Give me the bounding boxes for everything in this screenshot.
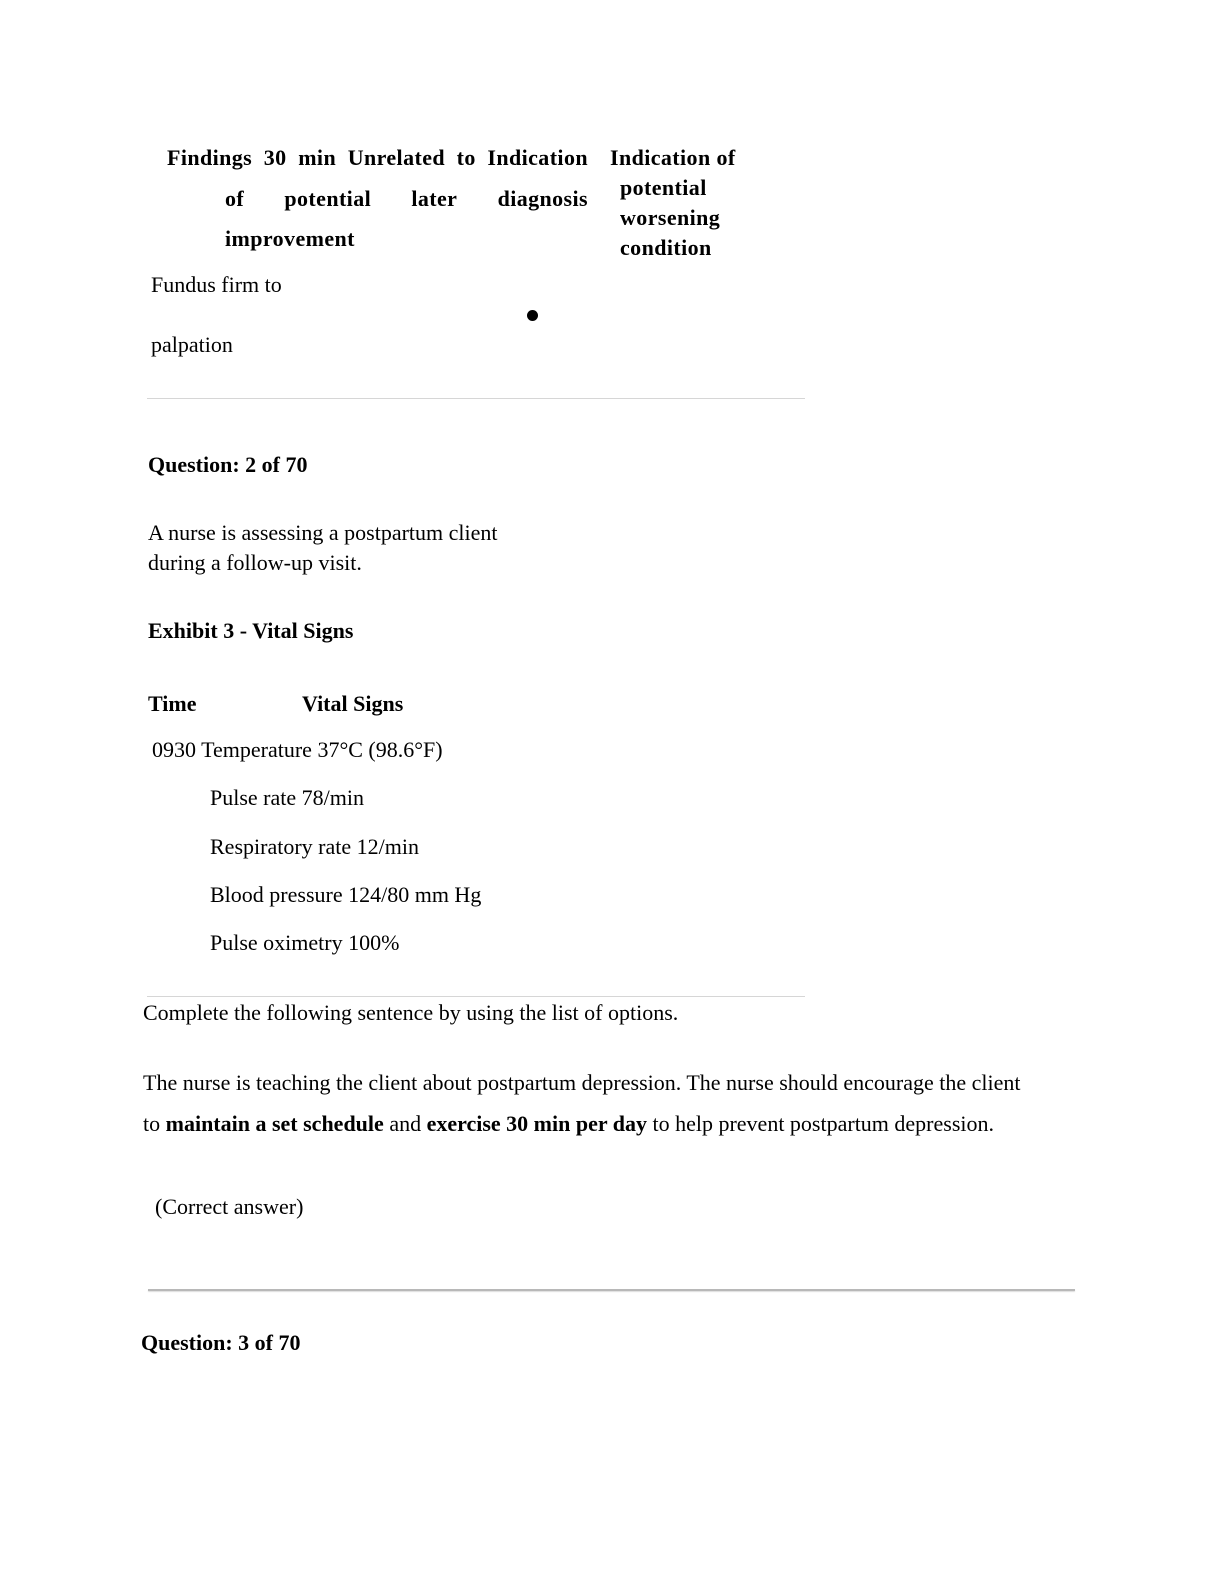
vitals-row-pulse-oximetry: Pulse oximetry 100% bbox=[210, 930, 400, 955]
header-word: diagnosis bbox=[497, 186, 588, 211]
column-header-time: Time bbox=[148, 691, 197, 716]
table-header-line-1 bbox=[167, 145, 588, 171]
correct-answer-label: (Correct answer) bbox=[155, 1194, 304, 1219]
vitals-row-blood-pressure: Blood pressure 124/80 mm Hg bbox=[210, 882, 482, 907]
table-header-line-2 bbox=[225, 186, 588, 212]
finding-label-line-2: palpation bbox=[151, 332, 233, 357]
header-word: Indication bbox=[487, 145, 588, 170]
vitals-row-respiratory: Respiratory rate 12/min bbox=[210, 834, 419, 859]
exhibit-title: Exhibit 3 - Vital Signs bbox=[148, 618, 354, 643]
answer-text: to help prevent postpartum depression. bbox=[646, 1111, 995, 1136]
header-word: Findings bbox=[167, 145, 253, 170]
table-header-line-3: improvement bbox=[225, 226, 355, 251]
header-word: to bbox=[456, 145, 476, 170]
header-word: of bbox=[225, 186, 245, 211]
answer-paragraph bbox=[143, 1062, 1043, 1144]
instruction-text: Complete the following sentence by using the list of options. bbox=[143, 1000, 679, 1025]
answer-text: and bbox=[383, 1111, 427, 1136]
question-heading: Question: 2 of 70 bbox=[148, 452, 308, 477]
selected-bullet-icon bbox=[527, 310, 538, 321]
divider bbox=[147, 996, 805, 997]
answer-option-selected: maintain a set schedule bbox=[165, 1111, 384, 1136]
answer-text: The nurse is teaching the client about postpartum depression. The nurse should encourage the client to bbox=[143, 1070, 1021, 1136]
answer-option-selected: exercise 30 min per day bbox=[426, 1111, 647, 1136]
header-word: later bbox=[411, 186, 458, 211]
scenario-line-1: A nurse is assessing a postpartum client bbox=[148, 520, 498, 545]
col-header-worsening-line-3: worsening bbox=[620, 205, 721, 230]
header-word: potential bbox=[284, 186, 372, 211]
column-header-vital-signs: Vital Signs bbox=[302, 691, 404, 716]
question-heading: Question: 3 of 70 bbox=[141, 1330, 301, 1355]
col-header-worsening-line-4: condition bbox=[620, 235, 712, 260]
header-word: min bbox=[298, 145, 337, 170]
col-header-worsening-line-2: potential bbox=[620, 175, 707, 200]
divider bbox=[147, 398, 805, 399]
col-header-worsening-line-1: Indication of bbox=[610, 145, 736, 170]
finding-label-line-1: Fundus firm to bbox=[151, 272, 282, 297]
vitals-row-temperature: 0930 Temperature 37°C (98.6°F) bbox=[152, 737, 443, 762]
header-word: 30 bbox=[263, 145, 287, 170]
question-divider bbox=[148, 1289, 1075, 1291]
scenario-line-2: during a follow-up visit. bbox=[148, 550, 362, 575]
vitals-row-pulse: Pulse rate 78/min bbox=[210, 785, 364, 810]
header-word: Unrelated bbox=[347, 145, 445, 170]
